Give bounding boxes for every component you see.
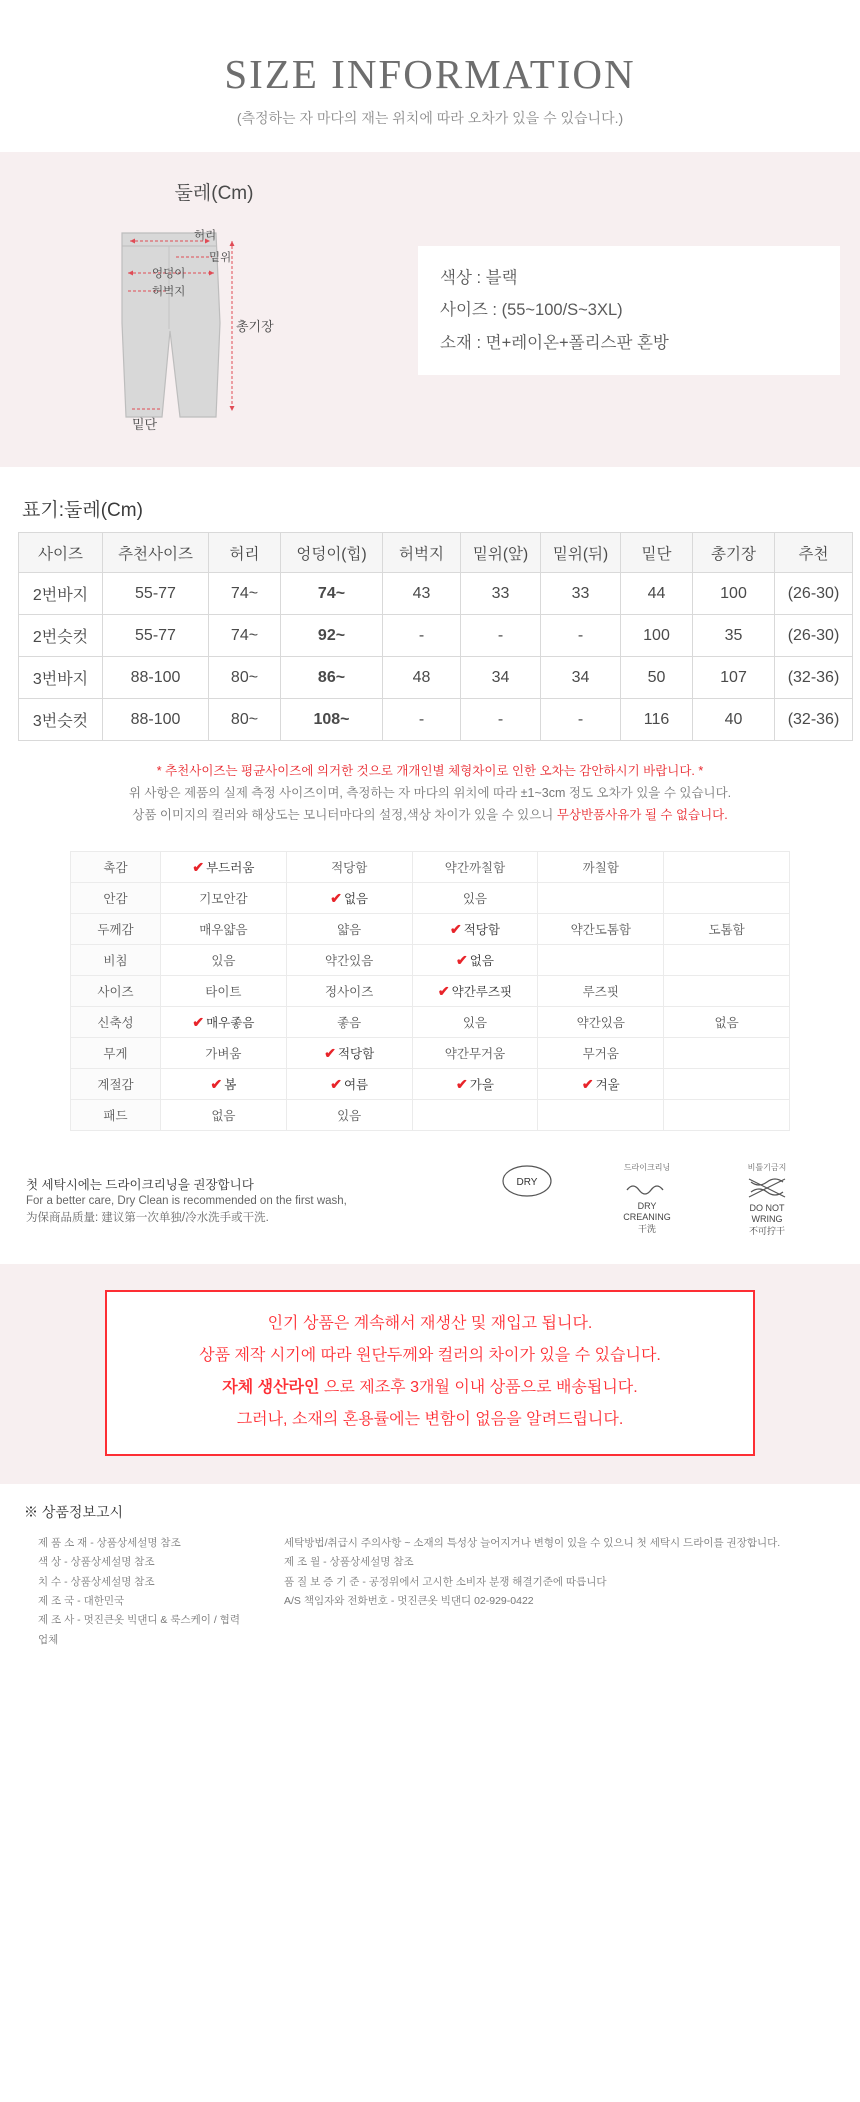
table-row	[19, 573, 853, 615]
size-table-caption: 표기:둘레(Cm)	[22, 500, 143, 521]
size-table-cell: 3번슷컷	[19, 699, 103, 741]
size-table-cell: 74~	[209, 573, 281, 615]
footer-right-column	[284, 1534, 780, 1651]
size-table-cell: (26-30)	[775, 573, 853, 615]
care-icon-dryclean	[610, 1163, 684, 1236]
diagram-info-band	[0, 152, 860, 467]
footer-title: ※ 상품정보고시	[24, 1503, 124, 1520]
feel-option-label: 없음	[343, 891, 369, 906]
feel-option-cell: 좋음	[286, 1006, 412, 1037]
dry-icon	[501, 1163, 553, 1199]
feel-option-cell	[161, 1068, 287, 1099]
feel-row-label: 무게	[71, 1037, 161, 1068]
feel-row-label: 촉감	[71, 851, 161, 882]
feel-option-cell: 약간무거움	[412, 1037, 538, 1068]
size-table-cell: 88-100	[103, 699, 209, 741]
feel-row-label: 두께감	[71, 913, 161, 944]
footer-info-line: 품 질 보 증 기 준 - 공정위에서 고시한 소비자 분쟁 해결기준에 따릅니다	[284, 1575, 607, 1588]
diagram-label-crotch: 밑위	[209, 252, 232, 264]
care-icon-dry	[490, 1163, 564, 1199]
table-row	[19, 615, 853, 657]
feel-option-cell: 정사이즈	[286, 975, 412, 1006]
diagram-label-total-length: 총기장	[236, 319, 274, 334]
feel-option-cell: 없음	[664, 1006, 790, 1037]
feel-table-row	[71, 975, 790, 1006]
size-table-head	[19, 533, 853, 573]
diagram-label-waist: 허리	[194, 230, 217, 242]
size-table-col-header: 추천사이즈	[103, 533, 209, 573]
feel-option-label: 겨울	[595, 1077, 620, 1092]
note-color-disclaimer-red: 무상반품사유가 될 수 없습니다.	[556, 807, 728, 822]
feel-table-row	[71, 882, 790, 913]
footer-info-line: A/S 책임자와 전화번호 - 멋진큰옷 빅댄디 02-929-0422	[284, 1594, 534, 1607]
size-table	[18, 532, 853, 741]
feel-option-cell: 약간도톰함	[538, 913, 664, 944]
feel-option-cell	[286, 882, 412, 913]
size-table-cell: 100	[621, 615, 693, 657]
notice-line-3-rest: 으로 제조후 3개월 이내 상품으로 배송됩니다.	[319, 1378, 638, 1396]
feel-option-cell: 루즈핏	[538, 975, 664, 1006]
page-title: SIZE INFORMATION	[224, 51, 636, 97]
notice-box	[105, 1290, 755, 1456]
feel-row-label: 패드	[71, 1099, 161, 1130]
feel-table-section	[0, 845, 860, 1141]
footer-left-column	[38, 1534, 248, 1651]
feel-option-cell: 얇음	[286, 913, 412, 944]
feel-option-label: 약간루즈핏	[451, 984, 513, 999]
feel-option-cell: 기모안감	[161, 882, 287, 913]
size-table-col-header: 추천	[775, 533, 853, 573]
feel-table-row	[71, 913, 790, 944]
notice-line-2: 상품 제작 시기에 따라 원단두께와 컬러의 차이가 있을 수 있습니다.	[199, 1346, 661, 1364]
check-icon: ✔	[581, 1075, 594, 1092]
size-table-cell: 35	[693, 615, 775, 657]
check-icon: ✔	[330, 1075, 342, 1092]
size-table-cell: 86~	[281, 657, 383, 699]
feel-row-label: 안감	[71, 882, 161, 913]
size-table-cell: (32-36)	[775, 699, 853, 741]
feel-option-cell	[286, 1037, 412, 1068]
feel-option-cell: 약간있음	[286, 944, 412, 975]
no-wring-icon	[741, 1176, 793, 1200]
feel-row-label: 신축성	[71, 1006, 161, 1037]
feel-option-label: 부드러움	[206, 860, 255, 875]
feel-table-row	[71, 1037, 790, 1068]
feel-option-cell: 까칠함	[538, 851, 664, 882]
size-table-cell: 55-77	[103, 615, 209, 657]
size-table-cell: 100	[693, 573, 775, 615]
footer-columns	[24, 1534, 836, 1651]
size-table-cell: 33	[541, 573, 621, 615]
size-table-cell: 33	[461, 573, 541, 615]
feel-option-cell	[538, 1099, 664, 1130]
feel-option-cell: 있음	[161, 944, 287, 975]
feel-option-cell: 타이트	[161, 975, 287, 1006]
wave-icon	[621, 1176, 673, 1198]
feel-option-cell: 약간까칠함	[412, 851, 538, 882]
size-table-col-header: 허벅지	[383, 533, 461, 573]
feel-option-cell	[412, 975, 538, 1006]
feel-option-cell	[412, 944, 538, 975]
feel-option-cell	[161, 1006, 287, 1037]
check-icon: ✔	[437, 982, 450, 999]
check-icon: ✔	[324, 1044, 336, 1061]
feel-option-cell: 가벼움	[161, 1037, 287, 1068]
pants-diagram	[44, 211, 384, 443]
care-line-cn: 为保商品质量: 建议第一次单独/冷水洗手或干洗.	[26, 1212, 269, 1225]
size-table-cell: -	[461, 615, 541, 657]
size-table-cell: -	[383, 615, 461, 657]
size-table-section	[0, 467, 860, 747]
size-table-cell: 55-77	[103, 573, 209, 615]
size-table-col-header: 밑위(뒤)	[541, 533, 621, 573]
size-table-cell: 2번바지	[19, 573, 103, 615]
size-table-cell: 3번바지	[19, 657, 103, 699]
footer-info-line: 제 조 국 - 대한민국	[38, 1594, 125, 1607]
feel-option-cell	[664, 944, 790, 975]
check-icon: ✔	[210, 1075, 223, 1092]
feel-row-label: 계절감	[71, 1068, 161, 1099]
check-icon: ✔	[330, 889, 342, 906]
feel-option-cell	[664, 1099, 790, 1130]
table-row	[19, 699, 853, 741]
feel-option-label: 적당함	[337, 1046, 375, 1061]
feel-option-cell: 있음	[286, 1099, 412, 1130]
feel-option-cell: 도톰함	[664, 913, 790, 944]
size-table-cell: 116	[621, 699, 693, 741]
pants-illustration-svg	[44, 211, 384, 443]
check-icon: ✔	[456, 951, 468, 968]
care-icon-dryclean-caption: 드라이크리닝	[623, 1162, 671, 1172]
pants-diagram-section	[0, 178, 400, 443]
feel-option-label: 없음	[469, 953, 494, 968]
feel-table-row	[71, 944, 790, 975]
check-icon: ✔	[450, 920, 462, 937]
check-icon: ✔	[192, 858, 205, 875]
size-table-cell: 80~	[209, 699, 281, 741]
size-table-cell: 43	[383, 573, 461, 615]
size-table-cell: 88-100	[103, 657, 209, 699]
size-table-col-header: 허리	[209, 533, 281, 573]
diagram-label-hem: 밑단	[132, 417, 158, 432]
size-table-cell: 48	[383, 657, 461, 699]
feel-option-cell	[664, 975, 790, 1006]
size-table-col-header: 엉덩이(힙)	[281, 533, 383, 573]
feel-option-cell: 무거움	[538, 1037, 664, 1068]
care-icons	[490, 1163, 834, 1238]
care-text	[26, 1175, 490, 1225]
size-table-body	[19, 573, 853, 741]
size-table-cell: 92~	[281, 615, 383, 657]
notice-line-1: 인기 상품은 계속해서 재생산 및 재입고 됩니다.	[267, 1314, 593, 1332]
size-table-cell: -	[383, 699, 461, 741]
feel-option-cell	[286, 1068, 412, 1099]
info-material: 소재 : 면+레이온+폴리스판 혼방	[440, 333, 669, 352]
feel-option-cell: 약간있음	[538, 1006, 664, 1037]
feel-table-row	[71, 1099, 790, 1130]
feel-option-cell	[412, 913, 538, 944]
table-row	[19, 657, 853, 699]
size-table-cell: 34	[541, 657, 621, 699]
size-table-cell: (26-30)	[775, 615, 853, 657]
feel-option-cell	[664, 882, 790, 913]
care-icon-no-wring-label: DO NOT WRING 不可拧干	[748, 1202, 785, 1236]
size-table-cell: -	[541, 699, 621, 741]
feel-option-cell: 매우얇음	[161, 913, 287, 944]
footer-info-line: 세탁방법/취급시 주의사항 ~ 소재의 특성상 늘어지거나 변형이 있을 수 있으니 첫 세탁시 드라이를 권장합니다.	[284, 1536, 781, 1549]
size-table-cell: (32-36)	[775, 657, 853, 699]
feel-option-cell: 없음	[161, 1099, 287, 1130]
note-measurement: 위 사항은 제품의 실제 측정 사이즈이며, 측정하는 자 마다의 위치에 따라 ±1~3cm 정도 오차가 있을 수 있습니다.	[128, 785, 732, 800]
check-icon: ✔	[456, 1075, 468, 1092]
feel-option-cell	[664, 851, 790, 882]
footer-info-line: 색 상 - 상품상세설명 참조	[38, 1556, 155, 1569]
page-subtitle: (측정하는 자 마다의 재는 위치에 따라 오차가 있을 수 있습니다.)	[236, 110, 624, 126]
diagram-label-thigh: 허벅지	[152, 286, 186, 298]
svg-text:DRY: DRY	[516, 1176, 538, 1188]
size-table-col-header: 총기장	[693, 533, 775, 573]
size-table-cell: 74~	[281, 573, 383, 615]
feel-option-cell	[664, 1037, 790, 1068]
note-color-disclaimer	[20, 805, 840, 827]
feel-option-cell: 있음	[412, 882, 538, 913]
feel-option-cell	[538, 944, 664, 975]
size-table-cell: 108~	[281, 699, 383, 741]
feel-option-label: 매우좋음	[206, 1015, 255, 1030]
diagram-title: 둘레(Cm)	[174, 183, 254, 204]
feel-option-cell	[664, 1068, 790, 1099]
size-table-cell: -	[461, 699, 541, 741]
info-color: 색상 : 블랙	[440, 269, 518, 288]
note-recommendation: * 추천사이즈는 평균사이즈에 의거한 것으로 개개인별 체형차이로 인한 오차는 감안하시기 바랍니다. *	[156, 764, 704, 778]
footer-info-line: 제 조 월 - 상품상세설명 참조	[284, 1556, 414, 1569]
check-icon: ✔	[192, 1013, 205, 1030]
feel-table-row	[71, 851, 790, 882]
note-color-disclaimer-pre: 상품 이미지의 컬러와 해상도는 모니터마다의 설정,색상 차이가 있을 수 있으니	[132, 807, 557, 822]
feel-option-cell	[538, 882, 664, 913]
feel-option-cell	[412, 1099, 538, 1130]
size-table-cell: 107	[693, 657, 775, 699]
feel-option-label: 적당함	[463, 922, 500, 937]
size-table-cell: -	[541, 615, 621, 657]
feel-option-cell	[538, 1068, 664, 1099]
care-line-ko: 첫 세탁시에는 드라이크리닝을 권장합니다	[26, 1178, 254, 1193]
feel-option-cell	[161, 851, 287, 882]
notice-line-3	[117, 1372, 743, 1404]
feel-option-cell	[412, 1068, 538, 1099]
size-table-cell: 74~	[209, 615, 281, 657]
page-header	[0, 0, 860, 152]
feel-option-label: 가을	[469, 1077, 494, 1092]
feel-option-cell: 적당함	[286, 851, 412, 882]
product-info-box	[418, 246, 840, 375]
notice-line-4: 그러나, 소재의 혼용률에는 변함이 없음을 알려드립니다.	[236, 1410, 624, 1428]
feel-table-row	[71, 1068, 790, 1099]
feel-table	[70, 851, 790, 1131]
diagram-label-hip: 엉덩이	[152, 268, 186, 280]
size-table-cell: 2번슷컷	[19, 615, 103, 657]
notice-line-3-emphasis: 자체 생산라인	[222, 1378, 320, 1396]
feel-row-label: 사이즈	[71, 975, 161, 1006]
care-icon-no-wring-caption: 비틀기금지	[747, 1162, 787, 1172]
feel-table-body	[71, 851, 790, 1130]
size-table-col-header: 밑단	[621, 533, 693, 573]
feel-table-row	[71, 1006, 790, 1037]
size-notes	[0, 747, 860, 845]
size-table-cell: 80~	[209, 657, 281, 699]
care-section	[0, 1141, 860, 1264]
notice-band	[0, 1264, 860, 1484]
size-table-cell: 34	[461, 657, 541, 699]
size-table-header-row	[19, 533, 853, 573]
footer-info-line: 제 조 사 - 멋진큰옷 빅댄디 & 룩스케이 / 협력업체	[38, 1614, 240, 1646]
size-table-cell: 40	[693, 699, 775, 741]
info-size: 사이즈 : (55~100/S~3XL)	[440, 301, 623, 320]
feel-option-label: 봄	[224, 1077, 237, 1092]
product-info-notice	[0, 1484, 860, 1677]
feel-option-cell: 있음	[412, 1006, 538, 1037]
feel-row-label: 비침	[71, 944, 161, 975]
care-line-en: For a better care, Dry Clean is recommended on the first wash,	[26, 1195, 347, 1208]
care-icon-dryclean-label: DRY CREANING 干洗	[623, 1200, 671, 1234]
size-table-cell: 44	[621, 573, 693, 615]
size-table-cell: 50	[621, 657, 693, 699]
feel-option-label: 여름	[343, 1077, 369, 1092]
size-table-col-header: 밑위(앞)	[461, 533, 541, 573]
footer-info-line: 제 품 소 재 - 상품상세설명 참조	[38, 1536, 181, 1549]
footer-info-line: 치 수 - 상품상세설명 참조	[38, 1575, 155, 1588]
care-icon-no-wring	[730, 1163, 804, 1238]
size-table-col-header: 사이즈	[19, 533, 103, 573]
